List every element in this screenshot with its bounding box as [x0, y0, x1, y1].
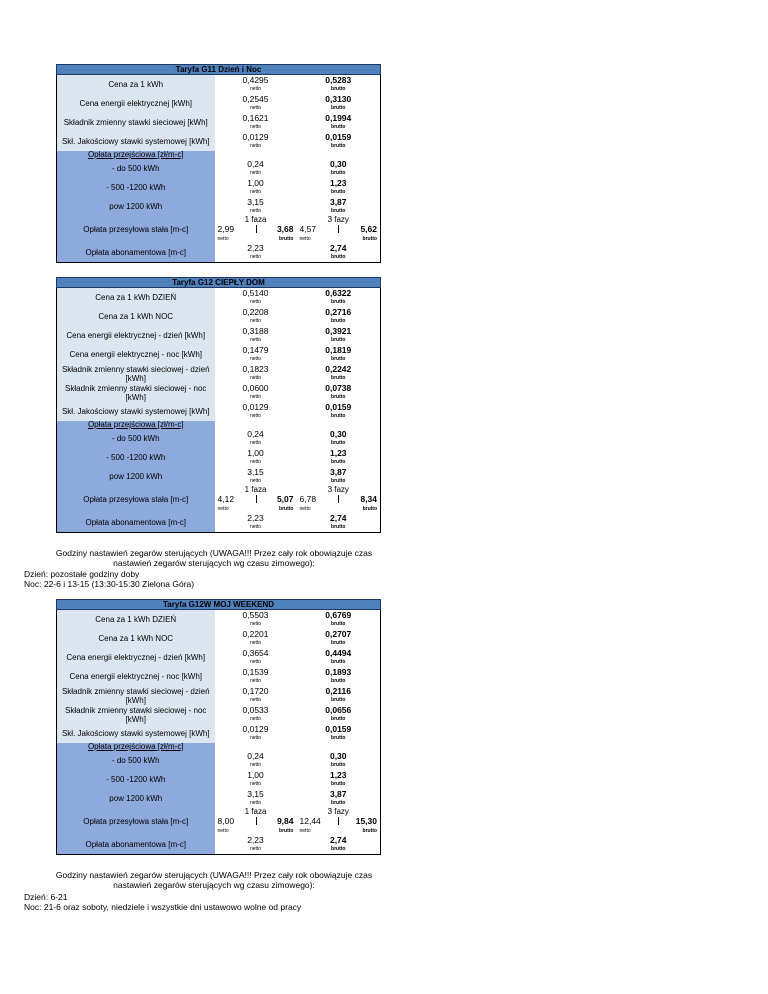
brutto-caption: brutto — [297, 393, 381, 402]
netto-value: 0,5503 — [215, 610, 297, 621]
tariff-g11-table — [56, 64, 380, 263]
table-row — [57, 75, 381, 86]
brutto-value: 0,1893 — [297, 667, 381, 677]
brutto-value: 0,1994 — [297, 113, 381, 123]
table-row — [57, 789, 381, 799]
transit-label: - do 500 kWh — [57, 751, 215, 770]
brutto-caption: brutto — [297, 336, 381, 345]
brutto-caption: brutto — [297, 298, 381, 307]
brutto-caption: brutto — [362, 827, 377, 834]
netto-caption: netto — [215, 439, 297, 448]
brutto-caption: brutto — [297, 761, 381, 770]
table-title: Taryfa G11 Dzień i Noc — [57, 65, 381, 75]
netto-caption: netto — [215, 336, 297, 345]
phase3-netto: 6,78 — [299, 494, 317, 504]
netto-value: 0,1720 — [215, 686, 297, 696]
netto-value: 2,23 — [215, 835, 297, 845]
netto-value: 0,0129 — [215, 132, 297, 142]
brutto-caption: brutto — [297, 439, 381, 448]
transit-label: - do 500 kWh — [57, 429, 215, 448]
row-label: Cena za 1 kWh NOC — [57, 629, 215, 648]
netto-value: 1,00 — [215, 770, 297, 780]
brutto-caption: brutto — [362, 235, 377, 242]
table-row — [57, 178, 381, 188]
brutto-caption: brutto — [297, 477, 381, 486]
netto-caption: netto — [215, 412, 297, 421]
transit-header: Opłata przejściowa [zł/m-c] — [57, 421, 215, 429]
brutto-value: 0,5283 — [297, 75, 381, 86]
g12w-note-line1: Godziny nastawień zegarów sterujących (UWAGA!!! Przez cały rok obowiązuje czas — [55, 870, 373, 880]
phase1-netto: 4,12 — [217, 494, 235, 504]
netto-caption: netto — [215, 799, 297, 808]
table-row — [57, 402, 381, 412]
row-label: Skł. Jakościowy stawki systemowej [kWh] — [57, 132, 215, 151]
brutto-value: 0,6322 — [297, 288, 381, 299]
netto-caption: netto — [215, 780, 297, 789]
row-label: Skł. Jakościowy stawki systemowej [kWh] — [57, 724, 215, 743]
brutto-value: 2,74 — [297, 243, 381, 253]
netto-value: 0,2545 — [215, 94, 297, 104]
netto-value: 0,24 — [215, 429, 297, 439]
table-row — [57, 629, 381, 639]
table-title: Taryfa G12 CIEPŁY DOM — [57, 278, 381, 288]
table-row — [57, 705, 381, 715]
brutto-value: 0,2116 — [297, 686, 381, 696]
brutto-caption: brutto — [297, 123, 381, 132]
netto-value: 0,3188 — [215, 326, 297, 336]
row-label: Cena za 1 kWh DZIEŃ — [57, 288, 215, 308]
row-label: Cena energii elektrycznej - noc [kWh] — [57, 345, 215, 364]
transit-header: Opłata przejściowa [zł/m-c] — [57, 151, 215, 159]
netto-value: 0,5140 — [215, 288, 297, 299]
phase1-label: 1 faza — [215, 216, 297, 224]
netto-caption: netto — [215, 696, 297, 705]
netto-caption: netto — [299, 505, 311, 512]
brutto-value: 0,3130 — [297, 94, 381, 104]
brutto-value: 3,87 — [297, 197, 381, 207]
netto-caption: netto — [215, 188, 297, 197]
fixed-charge-label: Opłata przesyłowa stała [m-c] — [57, 808, 215, 835]
netto-caption: netto — [217, 505, 229, 512]
netto-value: 1,00 — [215, 448, 297, 458]
row-label: Składnik zmienny stawki sieciowej - noc [kWh] — [57, 383, 215, 402]
table-row — [57, 751, 381, 761]
subscription-label: Opłata abonamentowa [m-c] — [57, 513, 215, 533]
table-row — [57, 648, 381, 658]
netto-caption: netto — [299, 235, 311, 242]
netto-value: 2,23 — [215, 513, 297, 523]
row-label: Składnik zmienny stawki sieciowej - noc [kWh] — [57, 705, 215, 724]
brutto-caption: brutto — [297, 374, 381, 383]
row-label: Cena energii elektrycznej - dzień [kWh] — [57, 326, 215, 345]
brutto-value: 0,2707 — [297, 629, 381, 639]
netto-value: 0,0533 — [215, 705, 297, 715]
brutto-value: 0,0738 — [297, 383, 381, 393]
phase3-brutto: 5,62 — [360, 224, 377, 234]
brutto-value: 0,0159 — [297, 132, 381, 142]
brutto-caption: brutto — [297, 169, 381, 178]
netto-caption: netto — [217, 827, 229, 834]
table-row — [57, 724, 381, 734]
g12-note-line1: Godziny nastawień zegarów sterujących (UWAGA!!! Przez cały rok obowiązuje czas — [55, 548, 373, 558]
table-row — [57, 383, 381, 393]
brutto-caption: brutto — [297, 780, 381, 789]
netto-value: 0,24 — [215, 159, 297, 169]
netto-value: 0,24 — [215, 751, 297, 761]
netto-caption: netto — [215, 142, 297, 151]
brutto-caption: brutto — [279, 235, 294, 242]
phase1-label: 1 faza — [215, 486, 297, 494]
g12-night-hours: Noc: 22-6 i 13-15 (13:30-15:30 Zielona Góra) — [24, 579, 195, 589]
netto-value: 0,1621 — [215, 113, 297, 123]
row-label: Cena energii elektrycznej - noc [kWh] — [57, 667, 215, 686]
brutto-caption: brutto — [297, 458, 381, 467]
table-row — [57, 307, 381, 317]
netto-value: 0,1823 — [215, 364, 297, 374]
netto-caption: netto — [215, 355, 297, 364]
g12w-night-hours: Noc: 21-6 oraz soboty, niedziele i wszystkie dni ustawowo wolne od pracy — [24, 902, 302, 912]
netto-caption: netto — [215, 715, 297, 724]
brutto-caption: brutto — [297, 317, 381, 326]
brutto-value: 1,23 — [297, 448, 381, 458]
brutto-value: 0,0159 — [297, 724, 381, 734]
brutto-value: 1,23 — [297, 770, 381, 780]
g12-day-hours: Dzień: pozostałe godziny doby — [24, 569, 140, 579]
netto-value: 0,4295 — [215, 75, 297, 86]
netto-value: 0,0129 — [215, 402, 297, 412]
brutto-caption: brutto — [297, 523, 381, 533]
netto-value: 0,0129 — [215, 724, 297, 734]
brutto-caption: brutto — [297, 104, 381, 113]
netto-value: 0,2208 — [215, 307, 297, 317]
table-row — [57, 132, 381, 142]
transit-label: pow 1200 kWh — [57, 467, 215, 486]
transit-label: - do 500 kWh — [57, 159, 215, 178]
netto-value: 0,0600 — [215, 383, 297, 393]
brutto-caption: brutto — [297, 715, 381, 724]
netto-caption: netto — [215, 85, 297, 94]
brutto-caption: brutto — [362, 505, 378, 512]
brutto-value: 1,23 — [297, 178, 381, 188]
brutto-value: 3,87 — [297, 789, 381, 799]
table-row — [57, 364, 381, 374]
g12w-day-hours: Dzień: 6-21 — [24, 892, 68, 902]
table-row — [57, 197, 381, 207]
table-row — [57, 159, 381, 169]
brutto-value: 0,6769 — [297, 610, 381, 621]
brutto-caption: brutto — [297, 142, 381, 151]
netto-caption: netto — [215, 658, 297, 667]
netto-caption: netto — [217, 235, 229, 242]
transit-label: - 500 -1200 kWh — [57, 770, 215, 789]
phase3-brutto: 8,34 — [360, 494, 378, 504]
table-row — [57, 686, 381, 696]
fixed-charge-label: Opłata przesyłowa stała [m-c] — [57, 486, 215, 513]
phase3-brutto: 15,30 — [355, 816, 377, 826]
table-title: Taryfa G12W MOJ WEEKEND — [57, 600, 381, 610]
brutto-caption: brutto — [297, 696, 381, 705]
phase3-label: 3 fazy — [297, 808, 381, 816]
brutto-caption: brutto — [297, 734, 381, 743]
brutto-value: 0,1819 — [297, 345, 381, 355]
fixed-charge-label: Opłata przesyłowa stała [m-c] — [57, 216, 215, 243]
phase1-brutto: 5,07 — [276, 494, 294, 504]
row-label: Składnik zmienny stawki sieciowej [kWh] — [57, 113, 215, 132]
netto-caption: netto — [299, 827, 311, 834]
table-row — [57, 610, 381, 621]
brutto-caption: brutto — [297, 188, 381, 197]
netto-caption: netto — [215, 317, 297, 326]
subscription-label: Opłata abonamentowa [m-c] — [57, 243, 215, 263]
brutto-value: 0,30 — [297, 429, 381, 439]
brutto-caption: brutto — [297, 412, 381, 421]
brutto-caption: brutto — [279, 827, 294, 834]
row-label: Skł. Jakościowy stawki systemowej [kWh] — [57, 402, 215, 421]
netto-caption: netto — [215, 104, 297, 113]
transit-header: Opłata przejściowa [zł/m-c] — [57, 743, 215, 751]
brutto-value: 0,0159 — [297, 402, 381, 412]
phase3-label: 3 fazy — [297, 216, 381, 224]
transit-label: - 500 -1200 kWh — [57, 178, 215, 197]
netto-caption: netto — [215, 123, 297, 132]
row-label: Cena za 1 kWh DZIEŃ — [57, 610, 215, 630]
brutto-caption: brutto — [297, 845, 381, 855]
table-row — [57, 770, 381, 780]
phase1-brutto: 3,68 — [276, 224, 294, 234]
table-row — [57, 345, 381, 355]
netto-caption: netto — [215, 169, 297, 178]
netto-caption: netto — [215, 523, 297, 533]
phase1-netto: 8,00 — [217, 816, 235, 826]
transit-label: pow 1200 kWh — [57, 197, 215, 216]
netto-caption: netto — [215, 207, 297, 216]
netto-caption: netto — [215, 393, 297, 402]
brutto-caption: brutto — [297, 677, 381, 686]
netto-value: 3,15 — [215, 197, 297, 207]
table-row — [57, 113, 381, 123]
netto-caption: netto — [215, 477, 297, 486]
transit-label: - 500 -1200 kWh — [57, 448, 215, 467]
brutto-caption: brutto — [297, 253, 381, 263]
brutto-caption: brutto — [297, 355, 381, 364]
brutto-value: 0,0656 — [297, 705, 381, 715]
netto-value: 0,2201 — [215, 629, 297, 639]
netto-caption: netto — [215, 620, 297, 629]
table-row — [57, 667, 381, 677]
netto-value: 0,1479 — [215, 345, 297, 355]
phase3-netto: 12,44 — [299, 816, 321, 826]
brutto-value: 3,87 — [297, 467, 381, 477]
g12w-note-line2: nastawień zegarów sterujących wg czasu zimowego): — [113, 880, 315, 890]
table-row — [57, 429, 381, 439]
phase1-netto: 2,99 — [217, 224, 235, 234]
table-row — [57, 288, 381, 299]
brutto-caption: brutto — [297, 620, 381, 629]
tariff-g12-table — [56, 277, 380, 533]
transit-label: pow 1200 kWh — [57, 789, 215, 808]
netto-value: 3,15 — [215, 467, 297, 477]
brutto-caption: brutto — [279, 505, 294, 512]
table-row — [57, 448, 381, 458]
table-row — [57, 467, 381, 477]
brutto-value: 0,30 — [297, 751, 381, 761]
brutto-value: 0,2716 — [297, 307, 381, 317]
brutto-caption: brutto — [297, 207, 381, 216]
netto-caption: netto — [215, 845, 297, 855]
phase1-brutto: 9,84 — [276, 816, 294, 826]
row-label: Cena za 1 kWh NOC — [57, 307, 215, 326]
g12-note-line2: nastawień zegarów sterujących wg czasu zimowego): — [113, 558, 315, 568]
brutto-value: 2,74 — [297, 835, 381, 845]
netto-caption: netto — [215, 374, 297, 383]
netto-value: 0,1539 — [215, 667, 297, 677]
row-label: Cena energii elektrycznej [kWh] — [57, 94, 215, 113]
brutto-caption: brutto — [297, 639, 381, 648]
phase1-label: 1 faza — [215, 808, 297, 816]
netto-caption: netto — [215, 734, 297, 743]
netto-caption: netto — [215, 761, 297, 770]
netto-caption: netto — [215, 458, 297, 467]
phase3-netto: 4,57 — [299, 224, 317, 234]
subscription-label: Opłata abonamentowa [m-c] — [57, 835, 215, 855]
netto-caption: netto — [215, 253, 297, 263]
netto-value: 2,23 — [215, 243, 297, 253]
brutto-caption: brutto — [297, 799, 381, 808]
brutto-value: 2,74 — [297, 513, 381, 523]
tariff-g12w-table — [56, 599, 380, 855]
netto-caption: netto — [215, 298, 297, 307]
brutto-caption: brutto — [297, 85, 381, 94]
row-label: Składnik zmienny stawki sieciowej - dzień [kWh] — [57, 364, 215, 383]
brutto-value: 0,30 — [297, 159, 381, 169]
netto-value: 1,00 — [215, 178, 297, 188]
row-label: Cena energii elektrycznej - dzień [kWh] — [57, 648, 215, 667]
brutto-caption: brutto — [297, 658, 381, 667]
netto-caption: netto — [215, 639, 297, 648]
table-row — [57, 94, 381, 104]
netto-caption: netto — [215, 677, 297, 686]
brutto-value: 0,2242 — [297, 364, 381, 374]
row-label: Składnik zmienny stawki sieciowej - dzień [kWh] — [57, 686, 215, 705]
brutto-value: 0,4494 — [297, 648, 381, 658]
phase3-label: 3 fazy — [297, 486, 381, 494]
row-label: Cena za 1 kWh — [57, 75, 215, 95]
netto-value: 3,15 — [215, 789, 297, 799]
table-row — [57, 326, 381, 336]
netto-value: 0,3654 — [215, 648, 297, 658]
brutto-value: 0,3921 — [297, 326, 381, 336]
